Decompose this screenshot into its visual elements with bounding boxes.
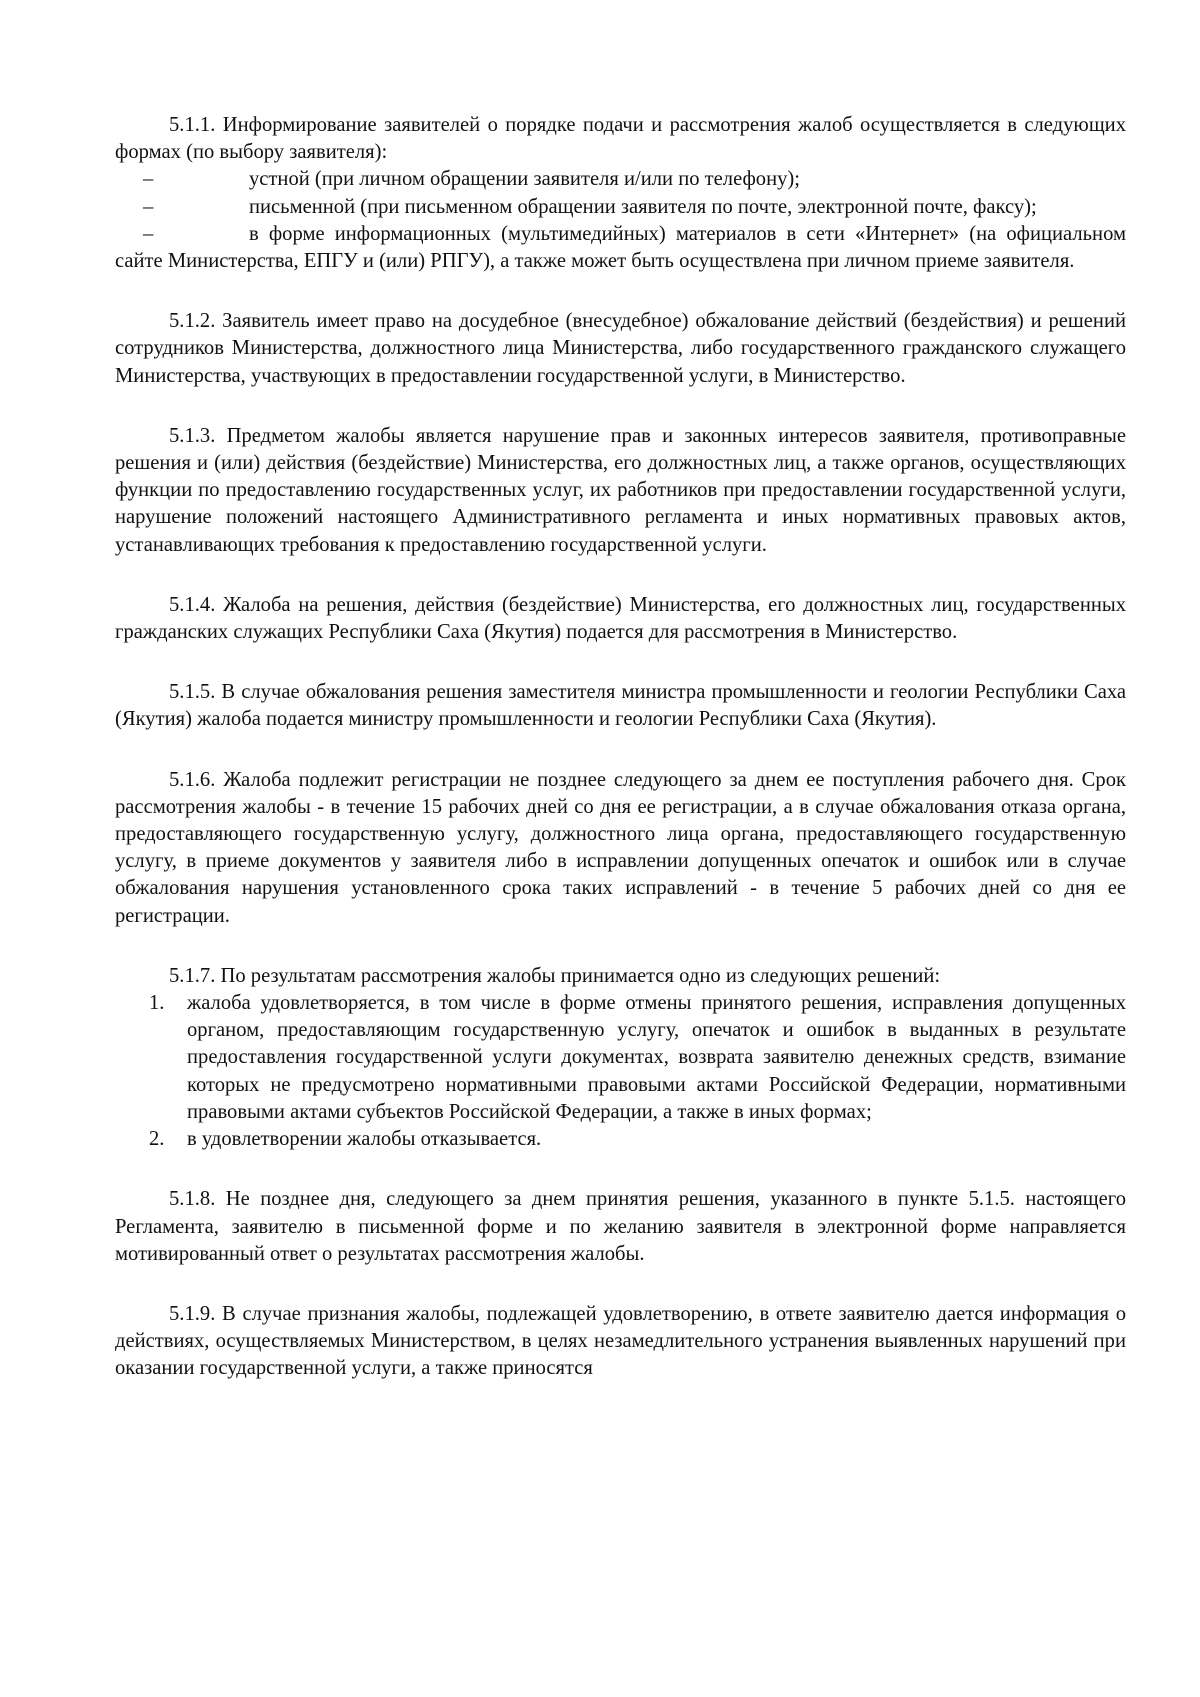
dash-marker: – [143, 195, 154, 218]
paragraph-5-1-6: 5.1.6. Жалоба подлежит регистрации не позднее следующего за днем ее поступления рабочего дня. Срок рассмотрения жалобы - в течение 15 рабочих дней со дня ее регистрации, а в случае обжалования отказа органа, предоставляющего государственную услугу, должностного лица органа, предоставляющего государственную услугу, в приеме документов у заявителя либо в исправлении допущенных опечаток и ошибок или в случае обжалования нарушения установленного срока таких исправлений - в течение 5 рабочих дней со дня ее регистрации. [115, 768, 1126, 927]
paragraph-5-1-2: 5.1.2. Заявитель имеет право на досудебное (внесудебное) обжалование действий (бездействия) и решений сотрудников Министерства, должностного лица Министерства, либо государственного гражданского служащего Министерства, участвующих в предоставлении государственной услуги, в Министерство. [115, 310, 1126, 387]
list-item-written [115, 194, 1126, 221]
document-body [115, 112, 1126, 1383]
paragraph-5-1-3: 5.1.3. Предметом жалобы является нарушение прав и законных интересов заявителя, противоправные решения и (или) действия (бездействие) Министерства, его должностных лиц, а также органов, осуществляющих функции по предоставлению государственных услуг, их работников при предоставлении государственной услуги, нарушение положений настоящего Административного регламента и иных нормативных правовых актов, устанавливающих требования к предоставлению государственной услуги. [115, 424, 1126, 556]
list-item-number: 1. [149, 992, 165, 1015]
dash-marker: – [143, 222, 154, 245]
decision-list-item [115, 1126, 1126, 1153]
paragraph-5-1-8: 5.1.8. Не позднее дня, следующего за днем принятия решения, указанного в пункте 5.1.5. настоящего Регламента, заявителю в письменной форме и по желанию заявителя в электронной форме направляется мотивированный ответ о результатах рассмотрения жалобы. [115, 1188, 1126, 1265]
dash-marker: – [143, 168, 154, 191]
paragraph-5-1-1-intro: 5.1.1. Информирование заявителей о порядке подачи и рассмотрения жалоб осуществляется в следующих формах (по выбору заявителя): [115, 114, 1126, 164]
decision-list [115, 990, 1126, 1153]
paragraph-5-1-7-intro: 5.1.7. По результатам рассмотрения жалобы принимается одно из следующих решений: [169, 964, 941, 987]
list-item-number: 2. [149, 1128, 165, 1151]
paragraph-5-1-9: 5.1.9. В случае признания жалобы, подлежащей удовлетворению, в ответе заявителю дается информация о действиях, осуществляемых Министерством, в целях незамедлительного устранения выявленных нарушений при оказании государственной услуги, а также приносятся [115, 1302, 1126, 1380]
list-item-text: устной (при личном обращении заявителя и/или по телефону); [249, 168, 801, 191]
list-item-text: в форме информационных (мультимедийных) материалов в сети «Интернет» (на официальном сайте Министерства, ЕПГУ и (или) РПГУ), а также может быть осуществлена при личном приеме заявителя. [115, 222, 1126, 273]
paragraph-5-1-5: 5.1.5. В случае обжалования решения заместителя министра промышленности и геологии Республики Саха (Якутия) жалоба подается министру промышленности и геологии Республики Саха (Якутия). [115, 681, 1126, 731]
list-item-text: письменной (при письменном обращении заявителя по почте, электронной почте, факсу); [249, 195, 1037, 218]
list-item-text: в удовлетворении жалобы отказывается. [187, 1128, 542, 1151]
decision-list-item [115, 990, 1126, 1126]
list-item-internet [115, 221, 1126, 275]
list-item-text: жалоба удовлетворяется, в том числе в форме отмены принятого решения, исправления допущенных органом, предоставляющим государственную услугу, опечаток и ошибок в выданных в результате предоставления государственной услуги документах, возврата заявителю денежных средств, взимание которых не предусмотрено нормативными правовыми актами Российской Федерации, нормативными правовыми актами субъектов Российской Федерации, а также в иных формах; [187, 992, 1126, 1123]
list-item-oral [115, 166, 1126, 193]
paragraph-5-1-4: 5.1.4. Жалоба на решения, действия (бездействие) Министерства, его должностных лиц, государственных гражданских служащих Республики Саха (Якутия) подается для рассмотрения в Министерство. [115, 593, 1126, 644]
